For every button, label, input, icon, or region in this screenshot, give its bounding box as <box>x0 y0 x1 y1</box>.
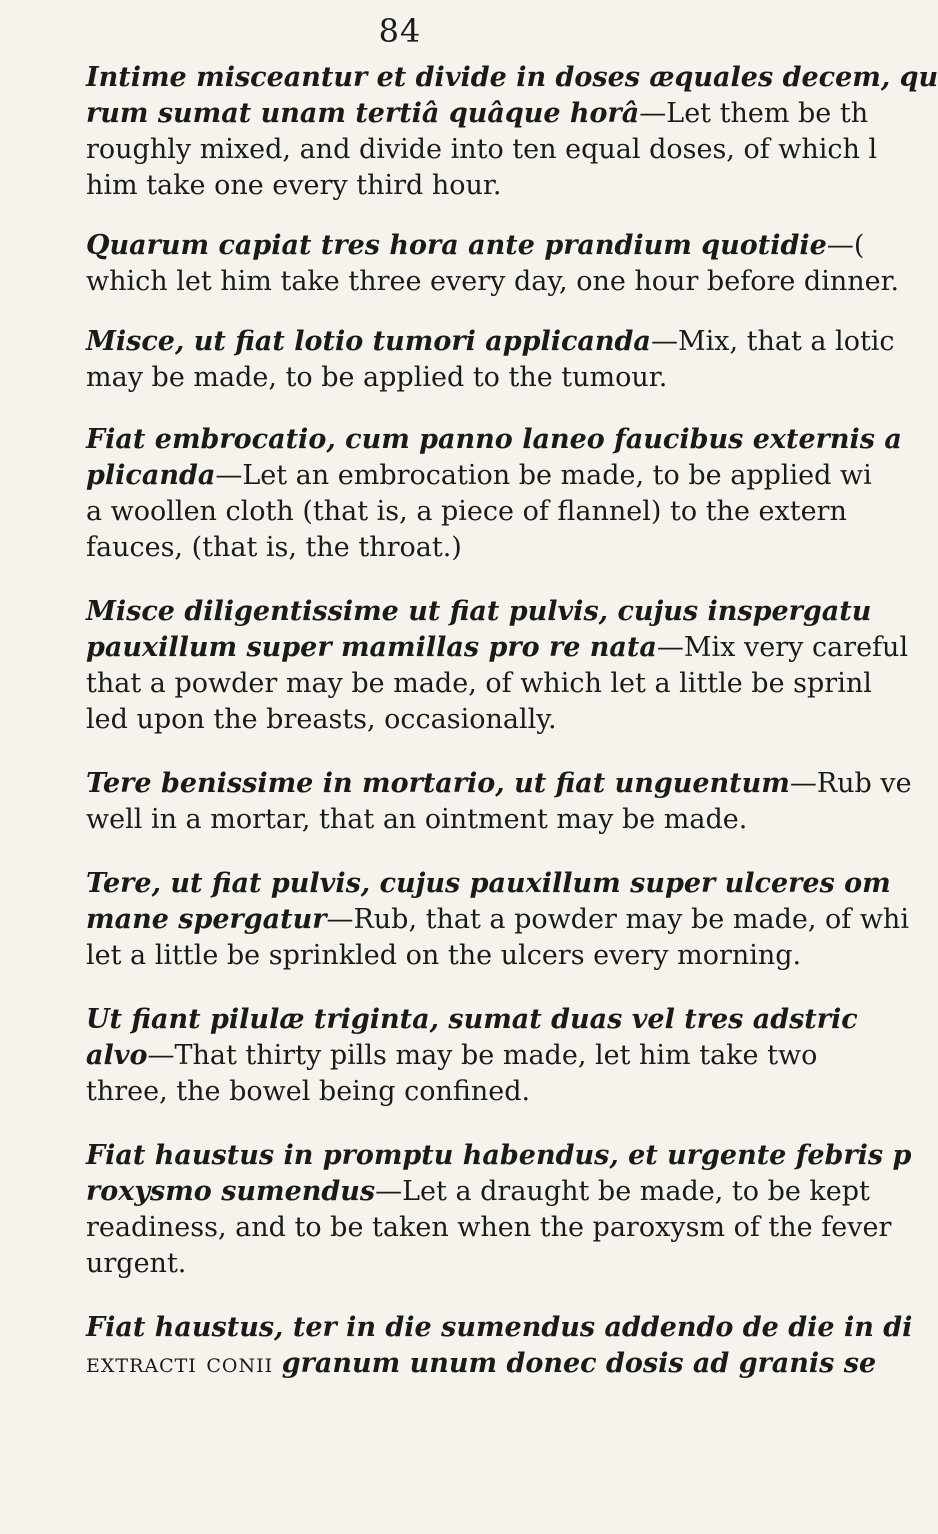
translation-text: —Let an embrocation be made, to be applied wi <box>215 460 872 491</box>
text-line <box>86 132 878 168</box>
text-line <box>86 422 902 458</box>
small-caps-term: extracti conii <box>86 1348 274 1379</box>
text-line <box>86 938 846 974</box>
translation-text: may be made, to be applied to the tumour. <box>86 362 668 393</box>
translation-text: roughly mixed, and divide into ten equal doses, of which l <box>86 134 878 165</box>
translation-text: —Rub, that a powder may be made, of whi <box>326 904 909 935</box>
text-line <box>86 324 895 360</box>
text-line <box>86 60 938 96</box>
latin-phrase: rum sumat unam tertiâ quâque horâ <box>86 98 640 129</box>
text-line <box>86 1210 892 1246</box>
text-line <box>86 594 872 630</box>
latin-phrase: roxysmo sumendus <box>86 1176 376 1207</box>
text-line <box>86 1038 846 1074</box>
paragraph-1 <box>86 60 938 204</box>
translation-text: —Mix, that a lotic <box>650 326 895 357</box>
latin-phrase: Fiat haustus in promptu habendus, et urgente febris p <box>86 1140 912 1171</box>
text-line <box>86 630 909 666</box>
latin-phrase: pauxillum super mamillas pro re nata <box>86 632 657 663</box>
text-line <box>86 360 846 396</box>
text-line <box>86 1346 877 1382</box>
latin-phrase: Quarum capiat tres hora ante prandium quotidie <box>86 230 827 261</box>
latin-phrase: Tere benissime in mortario, ut fiat unguentum <box>86 768 790 799</box>
latin-phrase: Tere, ut fiat pulvis, cujus pauxillum super ulceres om <box>86 868 891 899</box>
paragraph-9 <box>86 1138 912 1282</box>
translation-text: well in a mortar, that an ointment may be made. <box>86 804 748 835</box>
text-line <box>86 530 846 566</box>
text-line <box>86 1310 913 1346</box>
text-line <box>86 866 891 902</box>
text-line <box>86 458 872 494</box>
translation-text: —Let them be th <box>639 98 869 129</box>
text-line <box>86 96 869 132</box>
paragraph-4 <box>86 422 902 566</box>
latin-phrase: mane spergatur <box>86 904 327 935</box>
paragraph-8 <box>86 1002 858 1110</box>
latin-phrase: Fiat embrocatio, cum panno laneo faucibus externis a <box>86 424 902 455</box>
translation-text: a woollen cloth (that is, a piece of flannel) to the extern <box>86 496 847 527</box>
text-line <box>86 766 912 802</box>
text-line <box>86 168 846 204</box>
text-line <box>86 802 846 838</box>
latin-phrase: granum unum donec dosis ad granis se <box>281 1348 877 1379</box>
text-line <box>86 1138 912 1174</box>
text-line <box>86 1002 858 1038</box>
text-line <box>86 902 909 938</box>
text-line <box>86 264 900 300</box>
translation-text <box>273 1348 282 1379</box>
latin-phrase: Misce, ut fiat lotio tumori applicanda <box>86 326 651 357</box>
translation-text: led upon the breasts, occasionally. <box>86 704 557 735</box>
translation-text: let a little be sprinkled on the ulcers every morning. <box>86 940 802 971</box>
latin-phrase: Misce diligentissime ut fiat pulvis, cujus inspergatu <box>86 596 872 627</box>
text-line <box>86 1246 846 1282</box>
translation-text: —( <box>826 230 865 261</box>
translation-text: —Mix very careful <box>656 632 909 663</box>
page-number: 84 <box>378 12 422 50</box>
translation-text: —Let a draught be made, to be kept <box>375 1176 870 1207</box>
latin-phrase: alvo <box>86 1040 148 1071</box>
translation-text: three, the bowel being confined. <box>86 1076 531 1107</box>
text-line <box>86 1074 846 1110</box>
paragraph-2 <box>86 228 900 300</box>
paragraph-3 <box>86 324 895 396</box>
paragraph-7 <box>86 866 909 974</box>
text-line <box>86 1174 870 1210</box>
translation-text: him take one every third hour. <box>86 170 502 201</box>
paragraph-5 <box>86 594 909 738</box>
latin-phrase: Fiat haustus, ter in die sumendus addendo de die in di <box>86 1312 913 1343</box>
translation-text: which let him take three every day, one hour before dinner. <box>86 266 900 297</box>
paragraph-10 <box>86 1310 913 1382</box>
latin-phrase: Intime misceantur et divide in doses æquales decem, qu <box>86 62 938 93</box>
translation-text: fauces, (that is, the throat.) <box>86 532 462 563</box>
text-line <box>86 228 865 264</box>
text-line <box>86 494 846 530</box>
translation-text: —Rub ve <box>789 768 912 799</box>
translation-text: —That thirty pills may be made, let him take two <box>147 1040 818 1071</box>
latin-phrase: Ut fiant pilulæ triginta, sumat duas vel tres adstric <box>86 1004 858 1035</box>
text-line <box>86 666 872 702</box>
text-line <box>86 702 846 738</box>
translation-text: that a powder may be made, of which let a little be sprinl <box>86 668 872 699</box>
translation-text: urgent. <box>86 1248 187 1279</box>
paragraph-6 <box>86 766 912 838</box>
latin-phrase: plicanda <box>86 460 216 491</box>
translation-text: readiness, and to be taken when the paroxysm of the fever <box>86 1212 892 1243</box>
